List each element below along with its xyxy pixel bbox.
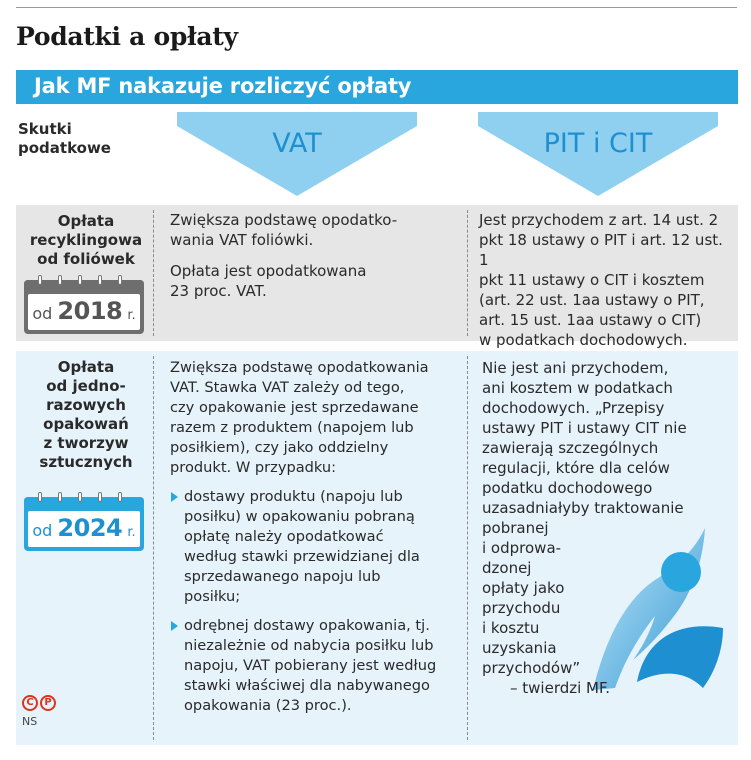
row-label-line: od foliówek [37, 250, 135, 268]
text-line: Jest przychodem z art. 14 ust. 2 [479, 211, 719, 229]
text-line: stawki właściwej dla nabywanego [184, 677, 430, 694]
calendar-prefix: od [32, 521, 53, 540]
paragraph [170, 210, 460, 250]
text-line: produkt. W przypadku: [170, 459, 337, 476]
row-label-line: sztucznych [39, 453, 133, 471]
cell-vat-recycling [170, 210, 460, 312]
row-label-packaging [22, 358, 150, 472]
text-line: dochodowych. „Przepisy [482, 399, 665, 417]
text-line: art. 15 ust. 1aa ustawy o CIT) [479, 311, 702, 329]
text-line: uzyskania [482, 639, 557, 657]
text-line: i odprowa- [482, 539, 562, 557]
text-line: Zwiększa podstawę opodatkowania [170, 359, 429, 376]
calendar-ring [38, 492, 42, 502]
copyright-logo [22, 695, 56, 711]
calendar-ring [118, 492, 122, 502]
logo-p-icon: P [40, 695, 56, 711]
text-line: razem z produktem (napojem lub [170, 419, 414, 436]
text-line: VAT. Stawka VAT zależy od tego, [170, 379, 405, 396]
row-label-line: opakowań [43, 415, 129, 433]
calendar-ring [58, 275, 62, 285]
row-label-line: Opłata [57, 212, 115, 230]
calendar-ring [58, 492, 62, 502]
text-line: regulacji, które dla celów [482, 459, 670, 477]
calendar-year: 2024 [57, 514, 123, 542]
text-line: opakowania (23 proc.). [184, 697, 352, 714]
calendar-ring [98, 492, 102, 502]
text-line: wania VAT foliówki. [170, 231, 314, 249]
bullet-arrow-icon [171, 492, 178, 502]
text-line: pobranej [482, 519, 549, 537]
text-line: posiłku; [184, 588, 241, 605]
text-line: Nie jest ani przychodem, [482, 359, 669, 377]
column-divider [153, 210, 154, 336]
text-line: odrębnej dostawy opakowania, tj. [184, 617, 430, 634]
calendar-body [28, 294, 140, 330]
text-line: uzasadniałyby traktowanie [482, 499, 684, 517]
text-line: Opłata jest opodatkowana [170, 262, 367, 280]
text-line: napoju, VAT pobierany jest według [184, 657, 437, 674]
text-line: posiłku) w opakowaniu pobraną [184, 508, 415, 525]
page-title: Podatki a opłaty [16, 22, 238, 51]
row-label-line: od jedno- [46, 377, 126, 395]
calendar-body [28, 511, 140, 547]
text-line: pkt 18 ustawy o PIT i art. 12 ust. 1 [479, 231, 723, 269]
text-line: przychodu [482, 599, 561, 617]
banner-title: Jak MF nakazuje rozliczyć opłaty [16, 70, 738, 104]
row-label-recycling [22, 212, 150, 269]
header-label-line: podatkowe [18, 139, 111, 157]
calendar-header [24, 497, 144, 509]
column-header-vat: VAT [272, 128, 322, 159]
calendar-header [24, 280, 144, 292]
text-line: według stawki przewidzianej dla [184, 548, 420, 565]
text-line: w podatkach dochodowych. [479, 331, 688, 349]
text-line: przychodów” [482, 659, 581, 677]
row-label-line: razowych [46, 396, 126, 414]
row-label-line: z tworzyw [43, 434, 129, 452]
row-label-line: recyklingowa [29, 231, 143, 249]
text-line: dostawy produktu (napoju lub [184, 488, 403, 505]
bullet-arrow-icon [171, 621, 178, 631]
text-line: – twierdzi MF. [510, 679, 610, 697]
text-line: dzonej [482, 559, 532, 577]
cell-pit-cit-packaging [482, 358, 722, 698]
logo-c-icon: C [22, 695, 38, 711]
bullet-item [170, 487, 462, 607]
text-line: niezależnie od nabycia posiłku lub [184, 637, 434, 654]
text-line: zawierają szczególnych [482, 439, 659, 457]
bullet-item [170, 616, 462, 716]
calendar-ring [118, 275, 122, 285]
calendar-ring [78, 275, 82, 285]
calendar-ring [78, 492, 82, 502]
text-line: posiłkiem), czy jako oddzielny [170, 439, 389, 456]
calendar-suffix: r. [127, 308, 136, 323]
calendar-ring [98, 275, 102, 285]
header-label [18, 120, 128, 158]
text-line: Zwiększa podstawę opodatko- [170, 211, 398, 229]
calendar-ring [38, 275, 42, 285]
calendar-year: 2018 [57, 297, 123, 325]
text-line: sprzedawanego napoju lub [184, 568, 381, 585]
calendar-2024-icon [24, 497, 144, 551]
text-line: pkt 11 ustawy o CIT i kosztem [479, 271, 705, 289]
cell-vat-packaging [170, 358, 462, 716]
text-line: opłatę należy opodatkować [184, 528, 384, 545]
row-label-line: Opłata [57, 358, 115, 376]
calendar-prefix: od [32, 304, 53, 323]
column-divider [153, 356, 154, 740]
author-credit: NS [22, 715, 38, 728]
text-line: czy opakowanie jest sprzedawane [170, 399, 419, 416]
calendar-2018-icon [24, 280, 144, 334]
top-rule [16, 7, 737, 8]
text-line: 23 proc. VAT. [170, 282, 267, 300]
text-line: ani kosztem w podatkach [482, 379, 673, 397]
cell-pit-cit-recycling [479, 210, 737, 350]
text-line: (art. 22 ust. 1aa ustawy o PIT, [479, 291, 705, 309]
column-divider [467, 356, 468, 740]
calendar-suffix: r. [127, 525, 136, 540]
text-line: opłaty jako [482, 579, 565, 597]
text-line: podatku dochodowego [482, 479, 653, 497]
column-divider [467, 210, 468, 336]
text-line: i kosztu [482, 619, 540, 637]
header-label-line: Skutki [18, 120, 72, 138]
text-line: ustawy PIT i ustawy CIT nie [482, 419, 687, 437]
column-header-pit-cit: PIT i CIT [543, 128, 653, 159]
paragraph [170, 261, 460, 301]
